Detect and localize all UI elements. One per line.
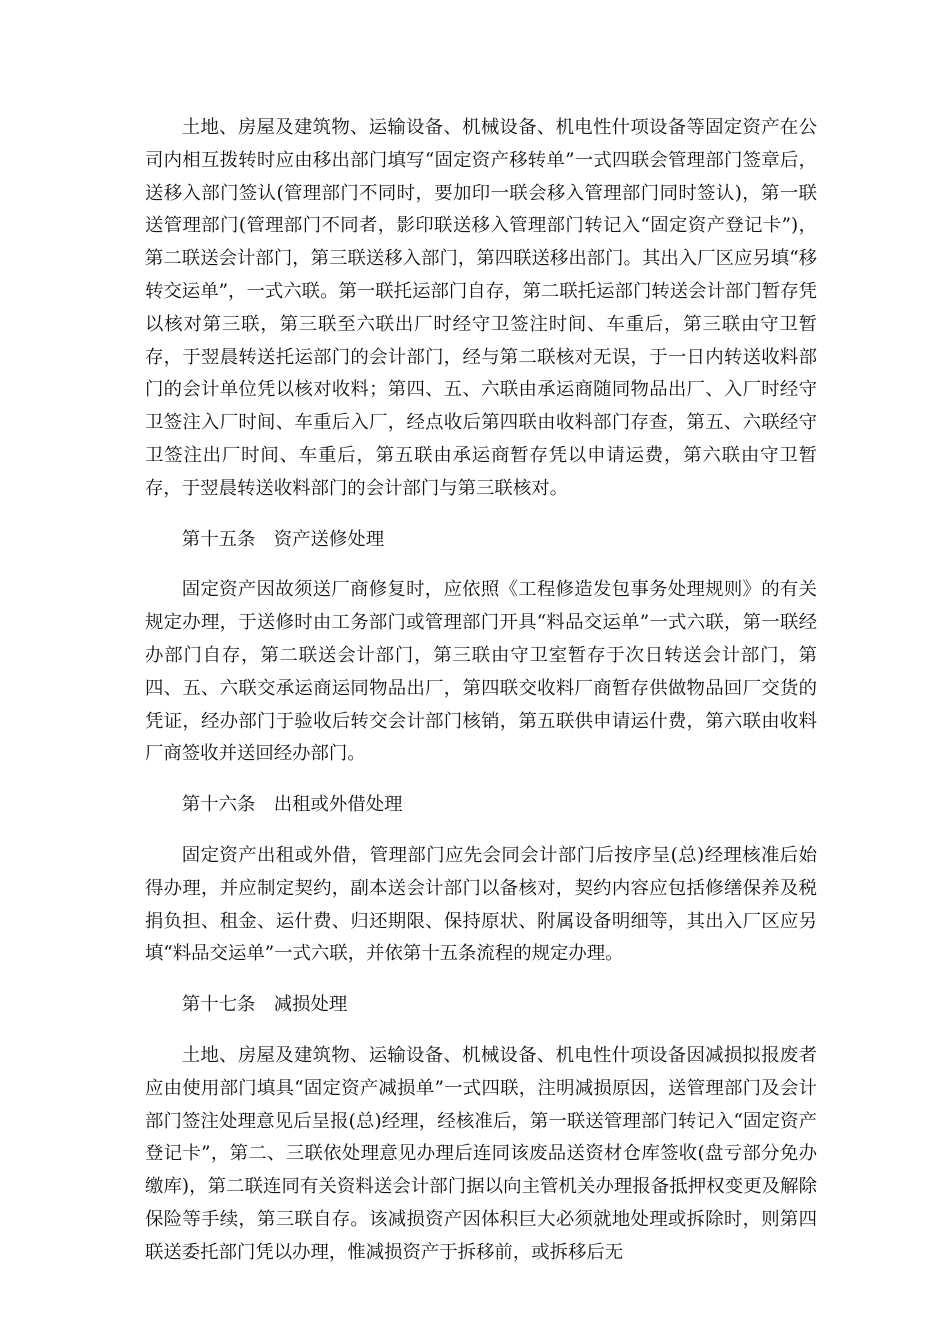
spacer bbox=[145, 556, 817, 574]
spacer bbox=[145, 971, 817, 989]
article-17-heading: 第十七条 减损处理 bbox=[181, 994, 348, 1016]
spacer bbox=[145, 822, 817, 840]
paragraph-asset-repair: 固定资产因故须送厂商修复时，应依照《工程修造发包事务处理规则》的有关规定办理，于送修时由工务部门或管理部门开具“料品交运单”一式六联，第一联经办部门自存，第二联送会计部门，第三联由守卫室暂存于次日转送会计部门，第四、五、六联交承运商运同物品出厂，第四联交收料厂商暂存供做物品回厂交货的凭证，经办部门于验收后转交会计部门核销，第五联供申请运什费，第六联由收料厂商签收并送回经办部门。 bbox=[145, 579, 817, 765]
spacer bbox=[145, 771, 817, 789]
document-body bbox=[145, 112, 817, 1270]
paragraph-asset-transfer: 土地、房屋及建筑物、运输设备、机械设备、机电性什项设备等固定资产在公司内相互拨转时应由移出部门填写“固定资产移转单”一式四联会管理部门签章后，送移入部门签认(管理部门不同时，要加印一联会移入管理部门同时签认)，第一联送管理部门(管理部门不同者，影印联送移入管理部门转记入“固定资产登记卡”)，第二联送会计部门，第三联送移入部门，第四联送移出部门。其出入厂区应另填“移转交运单”，一式六联。第一联托运部门自存，第二联托运部门转送会计部门暂存凭以核对第三联，第三联至六联出厂时经守卫签注时间、车重后，第三联由守卫暂存，于翌晨转送托运部门的会计部门，经与第二联核对无误，于一日内转送收料部门的会计单位凭以核对收料；第四、五、六联由承运商随同物品出厂、入厂时经守卫签注入厂时间、车重后入厂，经点收后第四联由收料部门存查，第五、六联经守卫签注出厂时间、车重后，第五联由承运商暂存凭以申请运费，第六联由守卫暂存，于翌晨转送收料部门的会计部门与第三联核对。 bbox=[145, 117, 817, 499]
spacer bbox=[145, 506, 817, 524]
spacer bbox=[145, 1022, 817, 1040]
paragraph-asset-lease: 固定资产出租或外借，管理部门应先会同会计部门后按序呈(总)经理核准后始得办理，并应制定契约，副本送会计部门以备核对，契约内容应包括修缮保养及税捐负担、租金、运什费、归还期限、保持原状、附属设备明细等，其出入厂区应另填“料品交运单”一式六联，并依第十五条流程的规定办理。 bbox=[145, 844, 817, 965]
article-15-heading: 第十五条 资产送修处理 bbox=[181, 528, 385, 550]
article-16-heading: 第十六条 出租或外借处理 bbox=[181, 794, 403, 816]
paragraph-asset-write-off: 土地、房屋及建筑物、运输设备、机械设备、机电性什项设备因减损拟报废者应由使用部门填具“固定资产减损单”一式四联，注明减损原因，送管理部门及会计部门签注处理意见后呈报(总)经理，经核准后，第一联送管理部门转记入“固定资产登记卡”，第二、三联依处理意见办理后连同该废品送资材仓库签收(盘亏部分免办缴库)，第二联连同有关资料送会计部门据以向主管机关办理报备抵押权变更及解除保险等手续，第三联自存。该减损资产因体积巨大必须就地处理或拆除时，则第四联送委托部门凭以办理，惟减损资产于拆移前，或拆移后无 bbox=[145, 1044, 817, 1263]
